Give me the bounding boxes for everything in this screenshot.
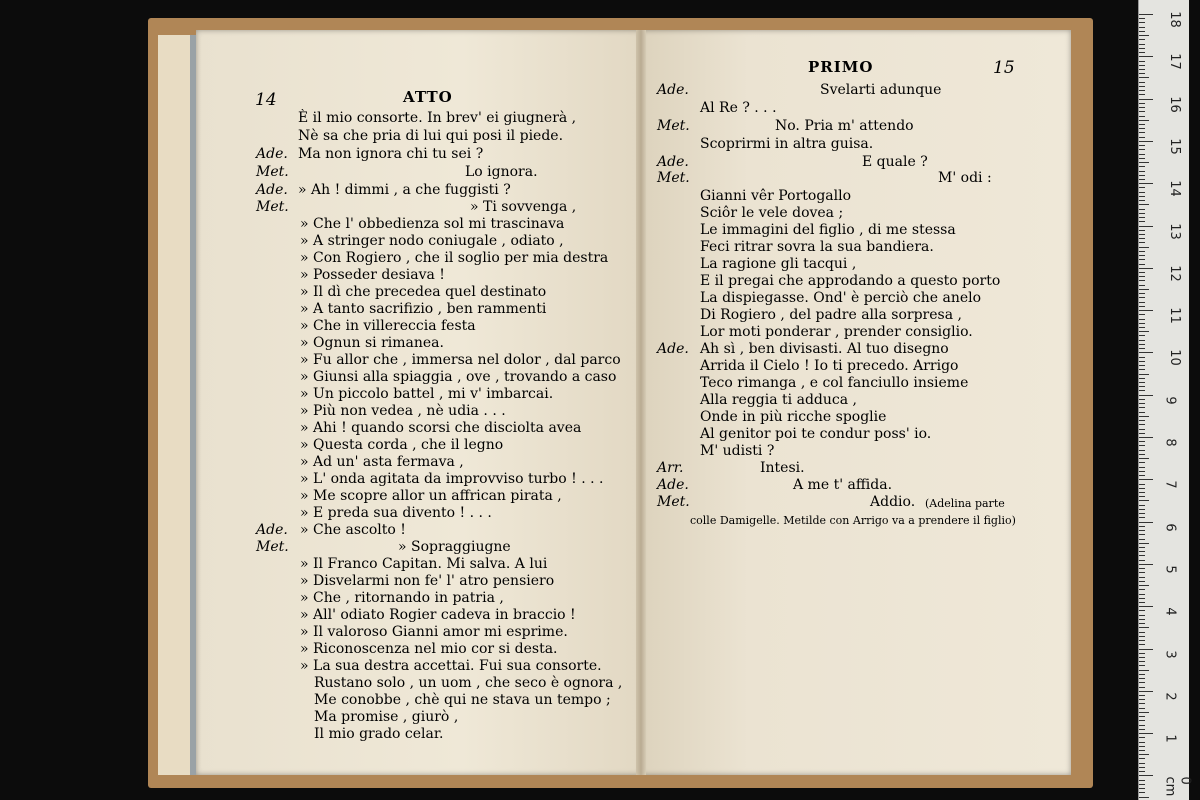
ruler-minor-tick [1139,27,1145,28]
measuring-ruler [1138,0,1193,800]
ruler-minor-tick [1139,539,1145,540]
speaker-label: Met. [256,164,289,180]
ruler-minor-tick [1139,251,1145,252]
ruler-minor-tick [1139,94,1145,95]
ruler-minor-tick [1139,462,1145,463]
verse-line: Ma promise , giurò , [314,709,459,725]
ruler-minor-tick [1139,543,1149,544]
ruler-minor-tick [1139,382,1145,383]
ruler-number: 13 [1166,222,1182,240]
ruler-minor-tick [1139,386,1145,387]
ruler-minor-tick [1139,166,1145,167]
ruler-minor-tick [1139,661,1145,662]
ruler-minor-tick [1139,374,1149,375]
ruler-minor-tick [1139,475,1145,476]
ruler-minor-tick [1139,665,1145,666]
ruler-minor-tick [1139,754,1149,755]
ruler-minor-tick [1139,378,1145,379]
ruler-minor-tick [1139,48,1145,49]
ruler-number: 17 [1166,53,1182,71]
ruler-tick [1139,141,1153,142]
ruler-minor-tick [1139,209,1145,210]
verse-line: M' udisti ? [700,443,775,459]
ruler-minor-tick [1139,678,1145,679]
ruler-minor-tick [1139,259,1145,260]
ruler-minor-tick [1139,344,1145,345]
verse-line: Ah sì , ben divisasti. Al tuo disegno [700,341,949,357]
ruler-minor-tick [1139,632,1145,633]
verse-line: » Che in villereccia festa [300,318,476,334]
ruler-minor-tick [1139,213,1145,214]
ruler-minor-tick [1139,230,1145,231]
verse-line: » L' onda agitata da improvviso turbo ! . . . [300,471,604,487]
ruler-minor-tick [1139,234,1145,235]
ruler-minor-tick [1139,90,1145,91]
ruler-minor-tick [1139,276,1145,277]
ruler-tick [1139,14,1153,15]
ruler-minor-tick [1139,128,1145,129]
verse-line: » Ahi ! quando scorsi che disciolta avea [300,420,582,436]
book-gutter [636,30,646,775]
ruler-minor-tick [1139,610,1145,611]
ruler-tick [1139,606,1153,607]
ruler-minor-tick [1139,348,1145,349]
ruler-minor-tick [1139,509,1145,510]
ruler-minor-tick [1139,594,1145,595]
ruler-minor-tick [1139,111,1145,112]
ruler-number: 6 [1162,522,1178,532]
ruler-minor-tick [1139,39,1145,40]
ruler-minor-tick [1139,492,1145,493]
ruler-minor-tick [1139,517,1145,518]
ruler-minor-tick [1139,513,1145,514]
ruler-minor-tick [1139,627,1149,628]
ruler-minor-tick [1139,272,1145,273]
ruler-minor-tick [1139,162,1149,163]
ruler-minor-tick [1139,581,1145,582]
speaker-label: Ade. [657,82,689,98]
verse-line: Lo ignora. [465,164,538,180]
ruler-tick [1139,775,1153,776]
ruler-minor-tick [1139,175,1145,176]
verse-line: » Me scopre allor un affrican pirata , [300,488,562,504]
ruler-number: 10 [1166,349,1182,367]
ruler-tick [1139,564,1153,565]
ruler-minor-tick [1139,86,1145,87]
ruler-minor-tick [1139,699,1145,700]
verse-line: E il pregai che approdando a questo porto [700,273,1001,289]
ruler-minor-tick [1139,407,1145,408]
ruler-minor-tick [1139,145,1145,146]
stage-direction-start: (Adelina parte [925,497,1005,510]
ruler-minor-tick [1139,708,1145,709]
ruler-tick [1139,733,1153,734]
ruler-tick [1139,479,1153,480]
ruler-minor-tick [1139,242,1145,243]
ruler-minor-tick [1139,280,1145,281]
ruler-minor-tick [1139,484,1145,485]
ruler-minor-tick [1139,682,1145,683]
ruler-minor-tick [1139,598,1145,599]
ruler-minor-tick [1139,636,1145,637]
verse-line: Le immagini del figlio , di me stessa [700,222,956,238]
verse-line: » Ti sovvenga , [470,199,577,215]
ruler-minor-tick [1139,61,1145,62]
ruler-minor-tick [1139,488,1145,489]
ruler-minor-tick [1139,314,1145,315]
ruler-number: 14 [1166,180,1182,197]
ruler-minor-tick [1139,657,1145,658]
ruler-minor-tick [1139,335,1145,336]
speaker-label: Ade. [657,341,689,357]
ruler-minor-tick [1139,602,1145,603]
ruler-minor-tick [1139,399,1145,400]
ruler-minor-tick [1139,758,1145,759]
verse-line: Lor moti ponderar , prender consiglio. [700,324,973,340]
ruler-minor-tick [1139,568,1145,569]
left-running-head: ATTO [403,88,453,106]
ruler-minor-tick [1139,179,1145,180]
ruler-number: 11 [1166,307,1182,324]
ruler-minor-tick [1139,767,1145,768]
ruler-minor-tick [1139,35,1149,36]
ruler-minor-tick [1139,450,1145,451]
verse-line: » La sua destra accettai. Fui sua consorte. [300,658,602,674]
ruler-minor-tick [1139,695,1145,696]
ruler-minor-tick [1139,158,1145,159]
ruler-minor-tick [1139,297,1145,298]
ruler-number: 2 [1162,692,1178,701]
speaker-label: Ade. [657,154,689,170]
verse-line: » Il Franco Capitan. Mi salva. A lui [300,556,548,572]
verse-line: » Con Rogiero , che il soglio per mia destra [300,250,609,266]
ruler-minor-tick [1139,306,1145,307]
verse-line: » Che l' obbedienza sol mi trascinava [300,216,565,232]
ruler-tick [1139,310,1153,311]
ruler-tick [1139,268,1153,269]
ruler-tick [1139,226,1153,227]
ruler-minor-tick [1139,424,1145,425]
verse-line: » Questa corda , che il legno [300,437,504,453]
ruler-minor-tick [1139,238,1145,239]
ruler-minor-tick [1139,577,1145,578]
ruler-minor-tick [1139,217,1145,218]
ruler-minor-tick [1139,471,1145,472]
ruler-minor-tick [1139,496,1145,497]
ruler-minor-tick [1139,458,1149,459]
ruler-number: 9 [1162,396,1178,405]
ruler-minor-tick [1139,445,1145,446]
verse-line: A me t' affida. [793,477,893,493]
ruler-minor-tick [1139,725,1145,726]
ruler-minor-tick [1139,467,1145,468]
ruler-minor-tick [1139,403,1145,404]
verse-line: » Disvelarmi non fe' l' atro pensiero [300,573,555,589]
speaker-label: Ade. [657,477,689,493]
ruler-minor-tick [1139,670,1149,671]
right-running-head: PRIMO [808,58,874,76]
verse-line: Sciôr le vele dovea ; [700,205,844,221]
ruler-minor-tick [1139,44,1145,45]
right-page-number: 15 [993,58,1015,78]
ruler-number: 1 [1162,734,1178,743]
ruler-minor-tick [1139,103,1145,104]
ruler-minor-tick [1139,132,1145,133]
ruler-minor-tick [1139,192,1145,193]
ruler-tick [1139,649,1153,650]
ruler-minor-tick [1139,365,1145,366]
ruler-minor-tick [1139,293,1145,294]
ruler-minor-tick [1139,331,1149,332]
ruler-minor-tick [1139,555,1145,556]
verse-line: Addio. [870,494,916,510]
ruler-minor-tick [1139,644,1145,645]
verse-line: Feci ritrar sovra la sua bandiera. [700,239,934,255]
verse-line: No. Pria m' attendo [775,118,914,134]
verse-line: Scoprirmi in altra guisa. [700,136,874,152]
verse-line: » Ognun si rimanea. [300,335,444,351]
ruler-minor-tick [1139,200,1145,201]
ruler-minor-tick [1139,746,1145,747]
ruler-minor-tick [1139,505,1145,506]
ruler-minor-tick [1139,302,1145,303]
ruler-minor-tick [1139,623,1145,624]
ruler-minor-tick [1139,780,1145,781]
ruler-minor-tick [1139,82,1145,83]
ruler-minor-tick [1139,703,1145,704]
verse-line: E quale ? [862,154,928,170]
verse-line: La ragione gli tacqui , [700,256,857,272]
ruler-minor-tick [1139,69,1145,70]
ruler-minor-tick [1139,534,1145,535]
speaker-label: Met. [256,199,289,215]
verse-line: » E preda sua divento ! . . . [300,505,492,521]
ruler-tick [1139,352,1153,353]
ruler-number: 4 [1162,607,1178,616]
ruler-minor-tick [1139,750,1145,751]
ruler-number: 7 [1162,480,1178,489]
ruler-minor-tick [1139,441,1145,442]
ruler-tick [1139,691,1153,692]
verse-line: » Fu allor che , immersa nel dolor , dal parco [300,352,621,368]
speaker-label: Ade. [256,146,288,162]
ruler-minor-tick [1139,560,1145,561]
ruler-minor-tick [1139,742,1145,743]
speaker-label: Met. [657,170,690,186]
ruler-number: 8 [1162,438,1178,447]
ruler-minor-tick [1139,196,1145,197]
verse-line: colle Damigelle. Metilde con Arrigo va a prendere il figlio) [690,514,1016,527]
ruler-minor-tick [1139,116,1145,117]
ruler-minor-tick [1139,797,1149,798]
verse-line: Svelarti adunque [820,82,942,98]
ruler-number: 5 [1162,565,1178,574]
ruler-minor-tick [1139,619,1145,620]
ruler-minor-tick [1139,687,1145,688]
ruler-minor-tick [1139,412,1145,413]
ruler-minor-tick [1139,729,1145,730]
speaker-label: Ade. [256,182,288,198]
ruler-minor-tick [1139,319,1145,320]
ruler-minor-tick [1139,357,1145,358]
ruler-minor-tick [1139,18,1145,19]
ruler-minor-tick [1139,247,1149,248]
ruler-minor-tick [1139,137,1145,138]
speaker-label: Met. [657,118,690,134]
verse-line: È il mio consorte. In brev' ei giugnerà , [298,110,577,126]
verse-line: M' odi : [938,170,992,186]
ruler-minor-tick [1139,720,1145,721]
ruler-minor-tick [1139,526,1145,527]
verse-line: Al genitor poi te condur poss' io. [700,426,932,442]
ruler-tick [1139,99,1153,100]
ruler-minor-tick [1139,171,1145,172]
ruler-minor-tick [1139,327,1145,328]
verse-line: Ma non ignora chi tu sei ? [298,146,484,162]
ruler-minor-tick [1139,737,1145,738]
ruler-minor-tick [1139,640,1145,641]
ruler-minor-tick [1139,390,1145,391]
speaker-label: Met. [256,539,289,555]
verse-line: Il mio grado celar. [314,726,444,742]
verse-line: Gianni vêr Portogallo [700,188,852,204]
ruler-tick [1139,522,1153,523]
verse-line: » A tanto sacrifizio , ben rammenti [300,301,547,317]
verse-line: Nè sa che pria di lui qui posi il piede. [298,128,564,144]
ruler-minor-tick [1139,763,1145,764]
ruler-minor-tick [1139,204,1149,205]
ruler-tick [1139,437,1153,438]
verse-line: Me conobbe , chè qui ne stava un tempo ; [314,692,611,708]
ruler-minor-tick [1139,149,1145,150]
verse-line: » All' odiato Rogier cadeva in braccio ! [300,607,576,623]
verse-line: » Che ascolto ! [300,522,406,538]
ruler-minor-tick [1139,716,1145,717]
verse-line: Alla reggia ti adduca , [700,392,857,408]
ruler-minor-tick [1139,784,1145,785]
verse-line: Onde in più ricche spoglie [700,409,887,425]
ruler-minor-tick [1139,22,1145,23]
ruler-minor-tick [1139,712,1149,713]
ruler-minor-tick [1139,585,1149,586]
ruler-minor-tick [1139,221,1145,222]
verse-line: Al Re ? . . . [700,100,777,116]
ruler-minor-tick [1139,77,1149,78]
ruler-minor-tick [1139,420,1145,421]
ruler-minor-tick [1139,289,1149,290]
ruler-number: 0 cm [1162,776,1193,797]
verse-line: Di Rogiero , del padre alla sorpresa , [700,307,962,323]
ruler-tick [1139,183,1153,184]
ruler-minor-tick [1139,323,1145,324]
ruler-minor-tick [1139,500,1149,501]
left-page-number: 14 [255,90,277,110]
ruler-minor-tick [1139,340,1145,341]
ruler-minor-tick [1139,65,1145,66]
ruler-minor-tick [1139,589,1145,590]
verse-line: » Che , ritornando in patria , [300,590,504,606]
ruler-minor-tick [1139,73,1145,74]
ruler-minor-tick [1139,264,1145,265]
ruler-minor-tick [1139,429,1145,430]
ruler-minor-tick [1139,31,1145,32]
ruler-tick [1139,56,1153,57]
ruler-minor-tick [1139,255,1145,256]
verse-line: Teco rimanga , e col fanciullo insieme [700,375,969,391]
verse-line: » Ah ! dimmi , a che fuggisti ? [298,182,511,198]
ruler-minor-tick [1139,674,1145,675]
ruler-minor-tick [1139,154,1145,155]
verse-line: » Sopraggiugne [398,539,511,555]
verse-line: » Ad un' asta fermava , [300,454,464,470]
ruler-minor-tick [1139,433,1145,434]
ruler-minor-tick [1139,52,1145,53]
verse-line: La dispiegasse. Ond' è perciò che anelo [700,290,982,306]
ruler-tick [1139,395,1153,396]
ruler-minor-tick [1139,572,1145,573]
ruler-number: 16 [1166,95,1182,113]
ruler-number: 18 [1166,11,1182,28]
verse-line: » Il dì che precedea quel destinato [300,284,547,300]
ruler-minor-tick [1139,120,1149,121]
ruler-minor-tick [1139,107,1145,108]
ruler-minor-tick [1139,124,1145,125]
ruler-number: 12 [1166,265,1182,282]
ruler-minor-tick [1139,771,1145,772]
verse-line: » Posseder desiava ! [300,267,445,283]
ruler-minor-tick [1139,792,1145,793]
verse-line: » Il valoroso Gianni amor mi esprime. [300,624,568,640]
speaker-label: Ade. [256,522,288,538]
ruler-number: 15 [1166,138,1182,155]
verse-line: » Riconoscenza nel mio cor si desta. [300,641,558,657]
ruler-minor-tick [1139,653,1145,654]
verse-line: Arrida il Cielo ! Io ti precedo. Arrigo [700,358,959,374]
ruler-minor-tick [1139,285,1145,286]
ruler-minor-tick [1139,530,1145,531]
ruler-minor-tick [1139,187,1145,188]
ruler-number: 3 [1162,649,1178,659]
ruler-minor-tick [1139,454,1145,455]
verse-line: Rustano solo , un uom , che seco è ognora , [314,675,623,691]
ruler-minor-tick [1139,788,1145,789]
ruler-minor-tick [1139,615,1145,616]
verse-line: » A stringer nodo coniugale , odiato , [300,233,564,249]
ruler-minor-tick [1139,416,1149,417]
verse-line: » Un piccolo battel , mi v' imbarcai. [300,386,554,402]
verse-line: Intesi. [760,460,805,476]
verse-line: » Più non vedea , nè udia . . . [300,403,506,419]
ruler-minor-tick [1139,547,1145,548]
ruler-minor-tick [1139,369,1145,370]
speaker-label: Arr. [657,460,684,476]
verse-line: » Giunsi alla spiaggia , ove , trovando a caso [300,369,617,385]
ruler-minor-tick [1139,361,1145,362]
speaker-label: Met. [657,494,690,510]
ruler-minor-tick [1139,551,1145,552]
